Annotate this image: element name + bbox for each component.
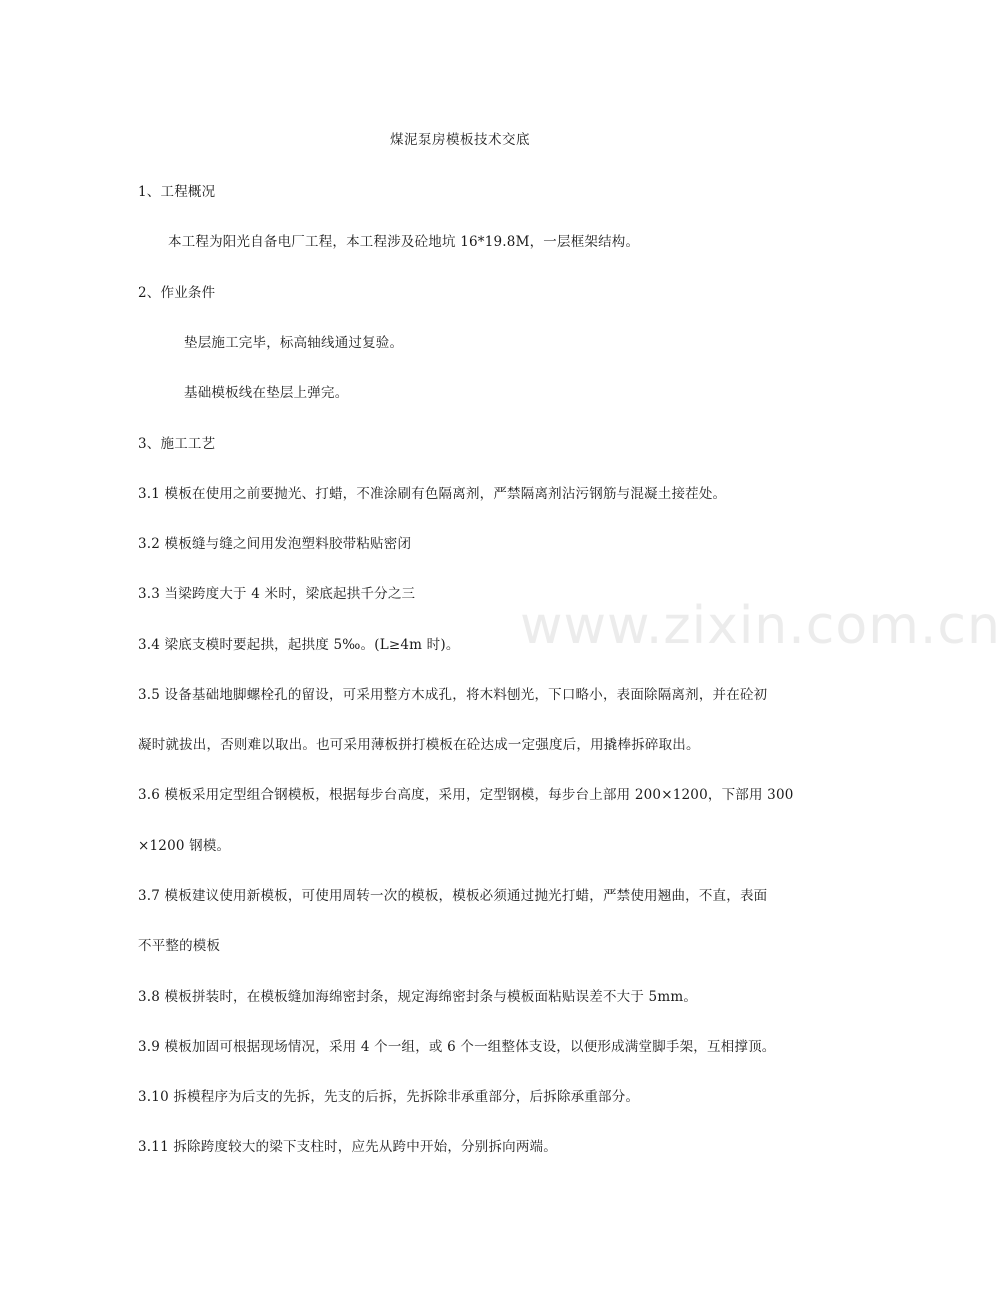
section-1-text: 本工程为阳光自备电厂工程，本工程涉及砼地坑 16*19.8M，一层框架结构。 <box>168 234 640 250</box>
section-1-heading: 1、工程概况 <box>138 184 216 200</box>
section-2-item: 垫层施工完毕，标高轴线通过复验。 <box>184 335 404 351</box>
section-3-item: 3.3 当梁跨度大于 4 米时，梁底起拱千分之三 <box>138 586 416 602</box>
watermark: www.zixin.com.cn <box>520 596 1001 656</box>
section-3-item-continuation: ×1200 钢模。 <box>138 838 231 854</box>
document-title: 煤泥泵房模板技术交底 <box>390 132 530 148</box>
section-3-item: 3.2 模板缝与缝之间用发泡塑料胶带粘贴密闭 <box>138 536 412 552</box>
section-3-item: 3.7 模板建议使用新模板，可使用周转一次的模板，模板必须通过抛光打蜡，严禁使用翘曲，不直，表面 <box>138 888 768 904</box>
section-3-item: 3.8 模板拼装时，在模板缝加海绵密封条，规定海绵密封条与模板面粘贴误差不大于 5mm。 <box>138 989 698 1005</box>
section-2-heading: 2、作业条件 <box>138 285 216 301</box>
section-3-heading: 3、施工工艺 <box>138 436 216 452</box>
section-3-item: 3.4 梁底支模时要起拱，起拱度 5‰。(L≥4m 时)。 <box>138 637 460 653</box>
section-3-item: 3.6 模板采用定型组合钢模板，根据每步台高度，采用，定型钢模，每步台上部用 200×1200，下部用 300 <box>138 787 794 803</box>
section-2-item: 基础模板线在垫层上弹完。 <box>184 385 349 401</box>
section-3-item-continuation: 凝时就拔出，否则难以取出。也可采用薄板拼打模板在砼达成一定强度后，用撬棒拆碎取出。 <box>138 737 700 753</box>
section-3-item: 3.10 拆模程序为后支的先拆，先支的后拆，先拆除非承重部分，后拆除承重部分。 <box>138 1089 640 1105</box>
section-3-item: 3.5 设备基础地脚螺栓孔的留设，可采用整方木成孔，将木料刨光，下口略小，表面除隔离剂，并在砼初 <box>138 687 768 703</box>
section-3-item: 3.9 模板加固可根据现场情况，采用 4 个一组，或 6 个一组整体支设，以便形成满堂脚手架，互相撑顶。 <box>138 1039 776 1055</box>
section-3-item-continuation: 不平整的模板 <box>138 938 221 954</box>
section-3-item: 3.1 模板在使用之前要抛光、打蜡，不准涂刷有色隔离剂，严禁隔离剂沾污钢筋与混凝土接茬处。 <box>138 486 727 502</box>
section-3-item: 3.11 拆除跨度较大的梁下支柱时，应先从跨中开始，分别拆向两端。 <box>138 1139 557 1155</box>
